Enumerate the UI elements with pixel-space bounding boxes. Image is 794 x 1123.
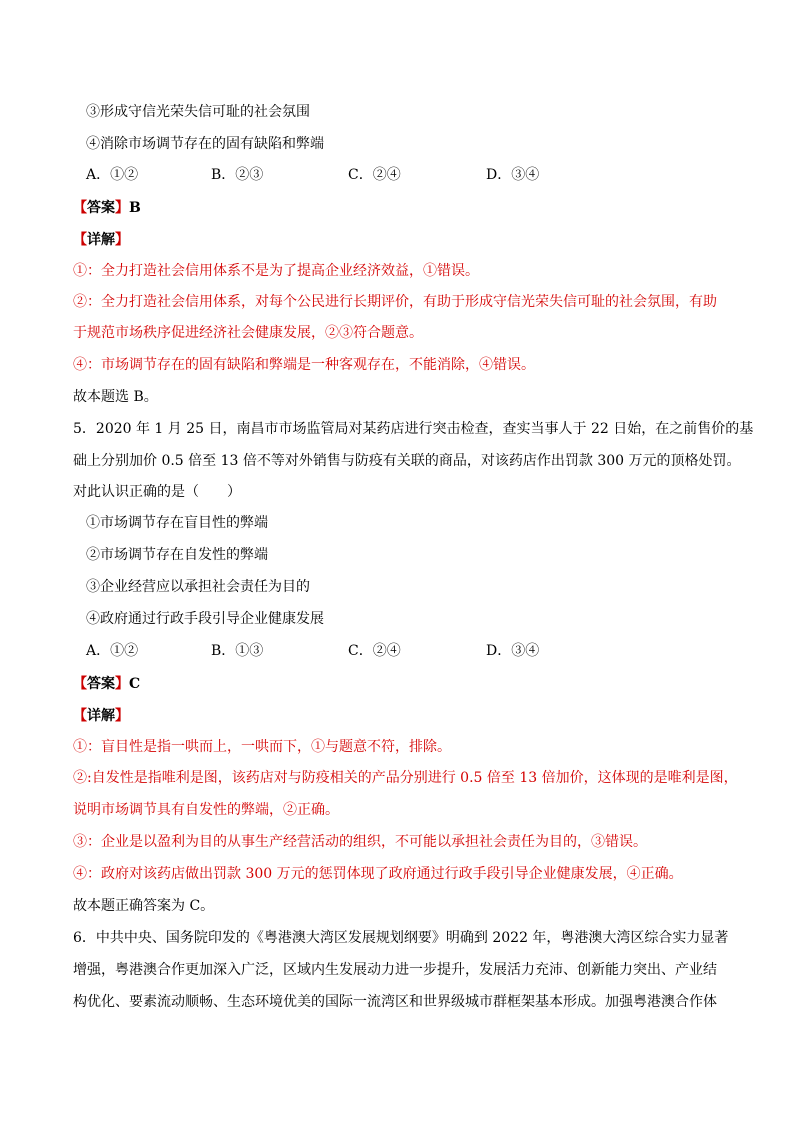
q4-answer-value: B: [129, 200, 141, 216]
q6-stem-2: 增强，粤港澳合作更加深入广泛，区域内生发展动力进一步提升，发展活力充沛、创新能力突出、产业结: [73, 962, 717, 978]
q4-item-4: ④消除市场调节存在的固有缺陷和弊端: [86, 136, 324, 152]
q5-explain-1: ①：盲目性是指一哄而上，一哄而下，①与题意不符，排除。: [73, 739, 451, 755]
q4-option-c: C．②④: [348, 167, 401, 183]
q4-conclusion: 故本题选 B。: [73, 389, 158, 405]
q5-explain-5: ④：政府对该药店做出罚款 300 万元的惩罚体现了政府通过行政手段引导企业健康发展，④正确。: [73, 866, 683, 882]
q5-explain-3: 说明市场调节具有自发性的弊端，②正确。: [73, 802, 339, 818]
q4-option-a: A．①②: [86, 167, 139, 183]
q5-stem-2: 础上分别加价 0.5 倍至 13 倍不等对外销售与防疫有关联的商品，对该药店作出罚款 300 万元的顶格处罚。: [73, 453, 741, 469]
q4-answer: 【答案】B: [73, 200, 141, 216]
q4-option-b: B．②③: [211, 167, 264, 183]
q6-stem-1: 6．中共中央、国务院印发的《粤港澳大湾区发展规划纲要》明确到 2022 年，粤港澳大湾区综合实力显著: [73, 930, 729, 946]
q4-answer-label: 答案: [87, 200, 115, 216]
q5-item-4: ④政府通过行政手段引导企业健康发展: [86, 611, 324, 627]
q5-item-2: ②市场调节存在自发性的弊端: [86, 547, 268, 563]
q5-detail-label: 详解: [87, 708, 115, 724]
q5-conclusion: 故本题正确答案为 C。: [73, 898, 215, 914]
q4-explain-4: ④：市场调节存在的固有缺陷和弊端是一种客观存在，不能消除，④错误。: [73, 357, 535, 373]
q5-item-3: ③企业经营应以承担社会责任为目的: [86, 579, 310, 595]
q4-explain-1: ①：全力打造社会信用体系不是为了提高企业经济效益，①错误。: [73, 263, 479, 279]
q5-detail-heading: 【详解】: [73, 708, 129, 724]
q5-item-1: ①市场调节存在盲目性的弊端: [86, 515, 268, 531]
q5-stem-1: 5．2020 年 1 月 25 日，南昌市市场监管局对某药店进行突击检查，查实当事人于 22 日始，在之前售价的基: [73, 421, 754, 437]
q5-option-c: C．②④: [348, 643, 401, 659]
q5-option-b: B．①③: [211, 643, 264, 659]
q5-option-a: A．①②: [86, 643, 139, 659]
q5-explain-2: ②:自发性是指唯利是图，该药店对与防疫相关的产品分别进行 0.5 倍至 13 倍加价，这体现的是唯利是图，: [73, 770, 738, 786]
q5-answer-label: 答案: [87, 676, 115, 692]
q6-stem-3: 构优化、要素流动顺畅、生态环境优美的国际一流湾区和世界级城市群框架基本形成。加强粤港澳合作体: [73, 994, 717, 1010]
q4-item-3: ③形成守信光荣失信可耻的社会氛围: [86, 104, 310, 120]
q5-explain-4: ③：企业是以盈利为目的从事生产经营活动的组织，不可能以承担社会责任为目的，③错误。: [73, 834, 647, 850]
q4-detail-heading: 【详解】: [73, 232, 129, 248]
q5-stem-3: 对此认识正确的是（ ）: [73, 484, 241, 500]
q4-explain-3: 于规范市场秩序促进经济社会健康发展，②③符合题意。: [73, 325, 423, 341]
q5-option-d: D．③④: [486, 643, 540, 659]
q4-detail-label: 详解: [87, 232, 115, 248]
q5-answer: 【答案】C: [73, 676, 141, 692]
q4-option-d: D．③④: [486, 167, 540, 183]
q5-answer-value: C: [129, 676, 141, 692]
q4-explain-2: ②：全力打造社会信用体系，对每个公民进行长期评价，有助于形成守信光荣失信可耻的社会氛围，有助: [73, 294, 717, 310]
